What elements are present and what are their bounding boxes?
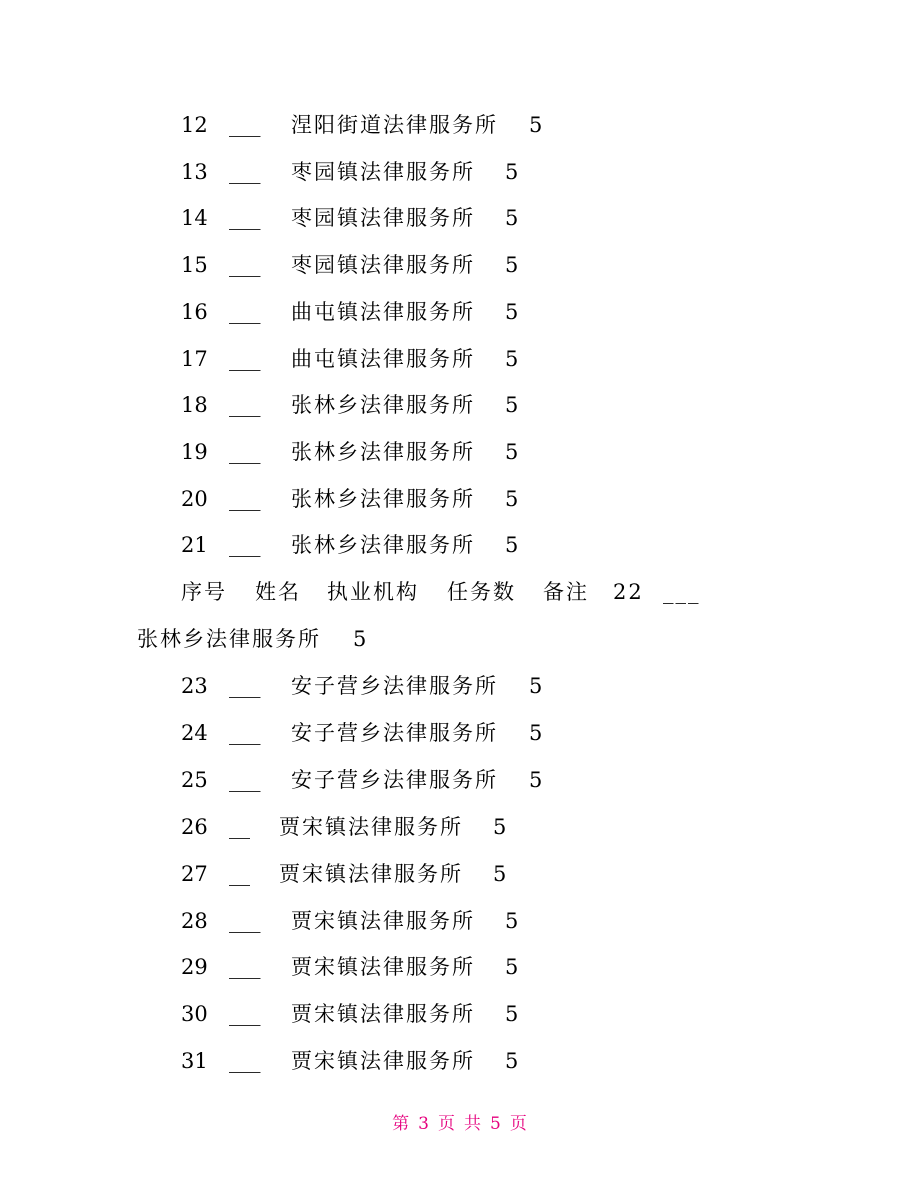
row-number: 12 (181, 113, 208, 137)
footer-total-pages: 5 (490, 1114, 502, 1134)
footer-page-word: 页 (438, 1114, 456, 1134)
name-blank: ___ (229, 1002, 261, 1027)
task-count: 5 (529, 674, 543, 698)
org-name: 张林乡法律服务所 (291, 486, 475, 511)
task-count: 5 (505, 955, 519, 980)
row-number: 28 (181, 908, 208, 933)
name-blank: ___ (229, 720, 261, 745)
org-name: 曲屯镇法律服务所 (291, 346, 475, 371)
task-count: 5 (505, 393, 519, 418)
name-blank: ___ (229, 486, 261, 511)
task-count: 5 (505, 908, 519, 933)
task-count: 5 (505, 439, 519, 464)
name-blank: ___ (229, 393, 261, 418)
org-name: 安子营乡法律服务所 (291, 674, 498, 698)
org-name: 贾宋镇法律服务所 (291, 1049, 475, 1074)
header-org: 执业机构 (327, 580, 419, 604)
org-name: 贾宋镇法律服务所 (291, 955, 475, 980)
org-name: 安子营乡法律服务所 (291, 767, 498, 792)
row-number: 29 (181, 955, 208, 980)
row-number: 16 (181, 299, 208, 324)
row-number: 20 (181, 486, 208, 511)
name-blank: __ (229, 814, 250, 839)
row-number: 21 (181, 533, 208, 558)
task-count: 5 (505, 253, 519, 278)
row-number: 27 (181, 861, 208, 886)
name-blank: ___ (229, 533, 261, 558)
name-blank: ___ (663, 580, 701, 604)
footer-total-word: 共 (464, 1114, 482, 1134)
org-name: 贾宋镇法律服务所 (291, 908, 475, 933)
row-number: 31 (181, 1049, 208, 1074)
name-blank: ___ (229, 1049, 261, 1074)
header-seq: 序号 (181, 580, 227, 604)
footer-prefix: 第 (392, 1114, 411, 1134)
org-name: 贾宋镇法律服务所 (291, 1002, 475, 1027)
row-number: 14 (181, 206, 208, 231)
header-note: 备注 (543, 580, 589, 604)
org-name: 张林乡法律服务所 (291, 533, 475, 558)
task-count: 5 (505, 1002, 519, 1027)
footer-page-number: 3 (418, 1114, 430, 1134)
org-name: 张林乡法律服务所 (137, 627, 321, 651)
task-count: 5 (505, 486, 519, 511)
org-name: 张林乡法律服务所 (291, 393, 475, 418)
row-number: 13 (181, 159, 208, 184)
row-number: 22 (613, 580, 644, 604)
task-count: 5 (505, 206, 519, 231)
task-count: 5 (505, 533, 519, 558)
task-count: 5 (505, 1049, 519, 1074)
name-blank: ___ (229, 346, 261, 371)
org-name: 枣园镇法律服务所 (291, 206, 475, 231)
org-name: 曲屯镇法律服务所 (291, 299, 475, 324)
org-name: 枣园镇法律服务所 (291, 253, 475, 278)
row-number: 30 (181, 1002, 208, 1027)
name-blank: ___ (229, 767, 261, 792)
row-number: 18 (181, 393, 208, 418)
name-blank: __ (229, 861, 250, 886)
footer-suffix: 页 (509, 1114, 528, 1134)
task-count: 5 (493, 861, 507, 886)
org-name: 贾宋镇法律服务所 (279, 861, 463, 886)
org-name: 涅阳街道法律服务所 (291, 113, 498, 137)
name-blank: ___ (229, 908, 261, 933)
org-name: 安子营乡法律服务所 (291, 720, 498, 745)
row-number: 19 (181, 439, 208, 464)
task-count: 5 (529, 767, 543, 792)
task-count: 5 (529, 113, 543, 137)
name-blank: ___ (229, 253, 261, 278)
org-name: 枣园镇法律服务所 (291, 159, 475, 184)
name-blank: ___ (229, 206, 261, 231)
row-number: 24 (181, 720, 208, 745)
row-number: 25 (181, 767, 208, 792)
name-blank: ___ (229, 113, 261, 137)
task-count: 5 (353, 627, 369, 651)
row-number: 23 (181, 674, 208, 698)
task-count: 5 (505, 159, 519, 184)
row-number: 15 (181, 253, 208, 278)
name-blank: ___ (229, 955, 261, 980)
org-name: 贾宋镇法律服务所 (279, 814, 463, 839)
header-name: 姓名 (255, 580, 301, 604)
task-count: 5 (529, 720, 543, 745)
row-number: 17 (181, 346, 208, 371)
row-number: 26 (181, 814, 208, 839)
task-count: 5 (493, 814, 507, 839)
name-blank: ___ (229, 299, 261, 324)
task-count: 5 (505, 299, 519, 324)
header-tasks: 任务数 (447, 580, 516, 604)
page-footer (0, 1112, 920, 1136)
name-blank: ___ (229, 439, 261, 464)
name-blank: ___ (229, 674, 261, 698)
name-blank: ___ (229, 159, 261, 184)
org-name: 张林乡法律服务所 (291, 439, 475, 464)
task-count: 5 (505, 346, 519, 371)
